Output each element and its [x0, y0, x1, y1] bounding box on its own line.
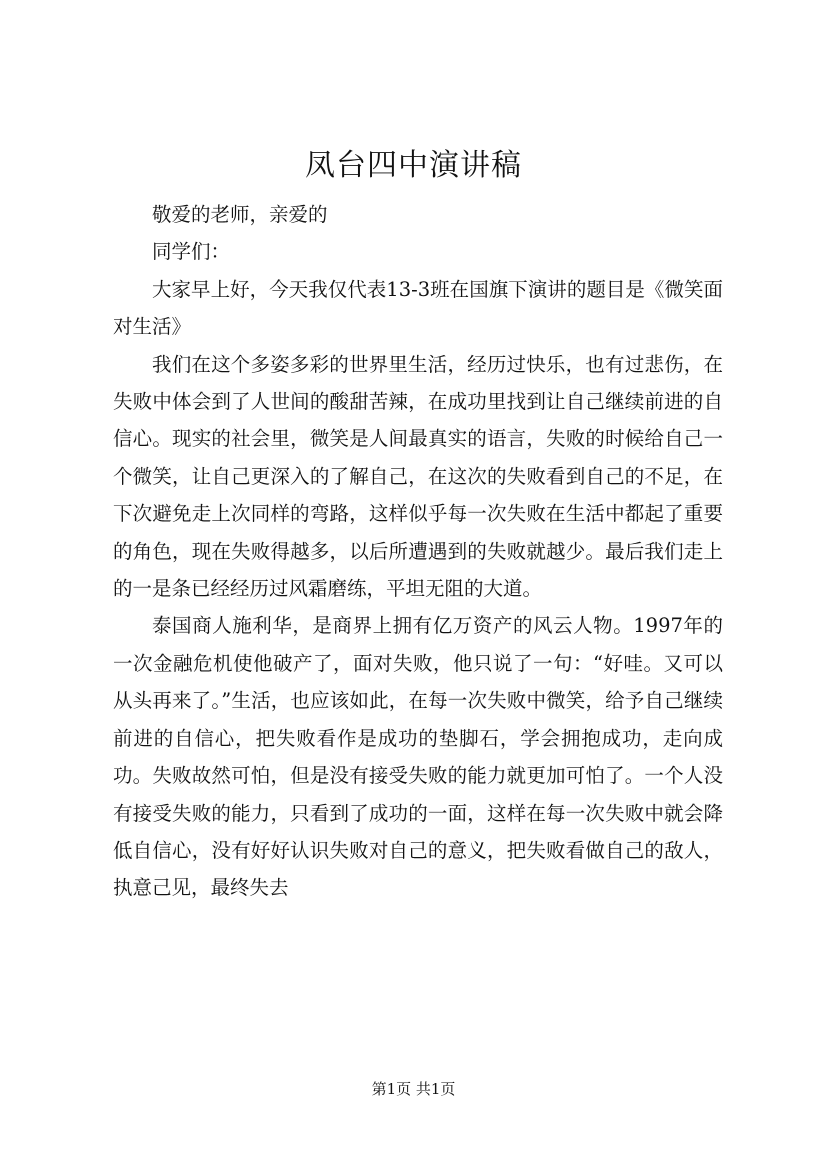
salutation-line-2: 同学们： — [152, 240, 231, 264]
document-body — [113, 196, 723, 907]
page-footer: 第1页 共1页 — [371, 1080, 456, 1098]
body-paragraph: 泰国商人施利华，是商界上拥有亿万资产的风云人物。1997年的一次金融危机使他破产了，面对失败，他只说了一句：“好哇。又可以从头再来了。”生活，也应该如此，在每一次失败中微笑，给予自己继续前进的自信心，把失败看作是成功的垫脚石，学会拥抱成功，走向成功。失败故然可怕，但是没有接受失败的能力就更加可怕了。一个人没有接受失败的能力，只看到了成功的一面，这样在每一次失败中就会降低自信心，没有好好认识失败对自己的意义，把失败看做自己的敌人，执意己见，最终失去 — [113, 614, 723, 900]
opening-paragraph: 大家早上好，今天我仅代表13-3班在国旗下演讲的题目是《微笑面对生活》 — [113, 277, 723, 339]
salutation-line-1: 敬爱的老师，亲爱的 — [152, 203, 328, 226]
body-paragraph: 我们在这个多姿多彩的世界里生活，经历过快乐，也有过悲伤，在失败中体会到了人世间的酸甜苦辣，在成功里找到让自己继续前进的自信心。现实的社会里，微笑是人间最真实的语言，失败的时候给自己一个微笑，让自己更深入的了解自己，在这次的失败看到自己的不足，在下次避免走上次同样的弯路，这样似乎每一次失败在生活中都起了重要的角色，现在失败得越多，以后所遭遇到的失败就越少。最后我们走上的一是条已经经历过风霜磨练，平坦无阻的大道。 — [113, 352, 723, 601]
document-title: 凤台四中演讲稿 — [305, 148, 522, 183]
